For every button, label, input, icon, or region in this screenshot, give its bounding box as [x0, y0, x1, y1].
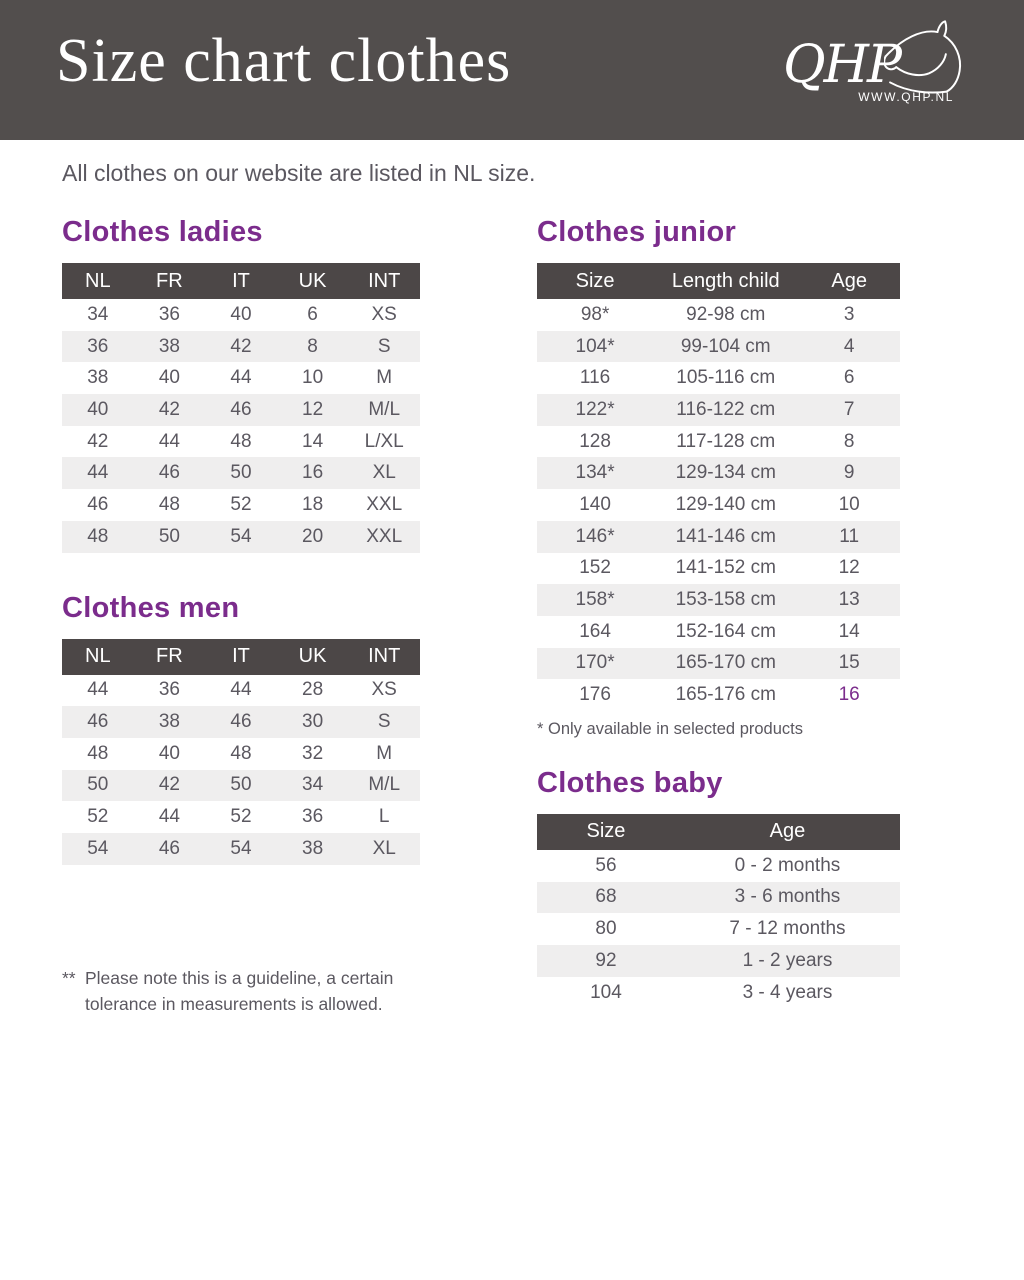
table-cell: 104 [590, 981, 622, 1003]
column-header: Size [537, 263, 653, 299]
table-cell: 8 [843, 430, 855, 452]
men-title: Clothes men [62, 591, 240, 624]
table-cell: 40 [87, 398, 109, 420]
table-cell: 36 [158, 303, 180, 325]
table-cell: 6 [843, 367, 855, 389]
table-row [62, 457, 420, 489]
table-cell: 105-116 cm [676, 367, 776, 389]
table-row [537, 977, 900, 1009]
table-cell: 52 [87, 806, 109, 828]
table-cell: 68 [595, 886, 617, 908]
table-cell: 16 [838, 684, 860, 706]
table-cell: 50 [230, 462, 252, 484]
table-row [537, 584, 900, 616]
table-cell: 48 [158, 493, 180, 515]
table-cell: 20 [302, 525, 324, 547]
column-header: UK [277, 639, 349, 675]
table-cell: 129-140 cm [675, 493, 776, 515]
table-cell: 46 [230, 398, 252, 420]
table-row [537, 394, 900, 426]
ladies-title: Clothes ladies [62, 216, 263, 248]
column-header: IT [205, 263, 277, 299]
column-header: FR [134, 639, 206, 675]
table-cell: 38 [87, 367, 109, 389]
table-cell: 10 [838, 493, 860, 515]
table-cell: 52 [230, 493, 252, 515]
table-cell: L [378, 806, 390, 828]
table-cell: 50 [230, 774, 252, 796]
table-cell: M/L [368, 774, 401, 796]
table-cell: 36 [302, 806, 324, 828]
table-row [537, 945, 900, 977]
table-cell: 4 [843, 335, 855, 357]
table-cell: 80 [595, 918, 617, 940]
table-cell: 170* [575, 652, 615, 674]
table-header-row [537, 263, 900, 299]
table-cell: 141-152 cm [675, 557, 776, 579]
table-cell: 42 [230, 335, 252, 357]
qhp-logo-text: QHP [783, 34, 900, 95]
table-cell: 164 [579, 620, 611, 642]
table-row [537, 850, 900, 882]
table-cell: 7 - 12 months [729, 918, 846, 940]
table-cell: 12 [838, 557, 860, 579]
table-row [62, 362, 420, 394]
men-table [62, 639, 420, 865]
intro-text: All clothes on our website are listed in NL size. [62, 160, 536, 186]
table-cell: 38 [158, 335, 180, 357]
table-cell: 116-122 cm [676, 398, 776, 420]
table-cell: 42 [158, 774, 180, 796]
table-row [537, 648, 900, 680]
table-cell: L/XL [364, 430, 404, 452]
table-cell: 14 [302, 430, 324, 452]
table-cell: 40 [230, 303, 252, 325]
table-cell: 46 [230, 711, 252, 733]
table-cell: M [376, 742, 393, 764]
table-cell: 44 [230, 367, 252, 389]
table-cell: 40 [158, 367, 180, 389]
column-header: Size [537, 814, 675, 850]
table-cell: 46 [87, 493, 109, 515]
table-cell: 11 [839, 525, 860, 547]
table-cell: 46 [158, 462, 180, 484]
column-header: INT [348, 639, 420, 675]
table-cell: 9 [843, 462, 855, 484]
table-row [62, 833, 420, 865]
table-cell: 7 [843, 398, 855, 420]
table-cell: 176 [579, 684, 611, 706]
table-row [62, 394, 420, 426]
table-cell: S [377, 711, 391, 733]
table-cell: 52 [230, 806, 252, 828]
table-cell: XS [371, 303, 397, 325]
junior-title: Clothes junior [537, 216, 737, 248]
column-header: UK [277, 263, 349, 299]
table-cell: XS [371, 679, 397, 701]
table-cell: 10 [302, 367, 324, 389]
table-cell: 141-146 cm [675, 525, 776, 547]
table-cell: 48 [87, 525, 109, 547]
column-header: INT [348, 263, 420, 299]
column-header: Age [675, 814, 900, 850]
table-header-row [537, 814, 900, 850]
table-row [537, 426, 900, 458]
table-cell: 42 [87, 430, 109, 452]
left-column [62, 215, 420, 1017]
junior-table [537, 263, 900, 711]
table-cell: 40 [158, 742, 180, 764]
table-row [537, 679, 900, 711]
table-cell: 128 [579, 430, 611, 452]
table-cell: 34 [87, 303, 109, 325]
table-cell: 6 [307, 303, 318, 325]
table-cell: 129-134 cm [675, 462, 776, 484]
column-header: Length child [653, 263, 798, 299]
qhp-logo [768, 18, 968, 104]
table-cell: 158* [575, 589, 615, 611]
table-cell: 38 [158, 711, 180, 733]
baby-table [537, 814, 900, 1008]
section-men [62, 591, 420, 865]
table-row [62, 426, 420, 458]
table-cell: 140 [579, 493, 611, 515]
horse-head-icon [884, 18, 968, 98]
table-cell: 54 [230, 525, 252, 547]
table-cell: XL [372, 462, 396, 484]
table-cell: 48 [87, 742, 109, 764]
column-header: Age [798, 263, 900, 299]
table-cell: XXL [366, 525, 403, 547]
ladies-table [62, 263, 420, 553]
page-title: Size chart clothes [56, 27, 512, 95]
table-header-row [62, 639, 420, 675]
right-column [537, 215, 900, 1008]
table-cell: XXL [366, 493, 403, 515]
table-cell: 36 [158, 679, 180, 701]
table-cell: 54 [87, 837, 109, 859]
table-cell: 50 [158, 525, 180, 547]
table-cell: 30 [302, 711, 324, 733]
column-header: FR [134, 263, 206, 299]
table-row [62, 675, 420, 707]
table-row [537, 553, 900, 585]
table-row [537, 362, 900, 394]
table-cell: 3 [843, 303, 855, 325]
table-header-row [62, 263, 420, 299]
table-row [537, 299, 900, 331]
table-cell: 42 [158, 398, 180, 420]
table-cell: 18 [302, 493, 324, 515]
table-row [62, 299, 420, 331]
table-row [62, 489, 420, 521]
header-bar [0, 0, 1024, 140]
qhp-logo-url: WWW.QHP.NL [858, 90, 954, 104]
table-cell: 44 [158, 430, 180, 452]
column-header: IT [205, 639, 277, 675]
table-row [537, 913, 900, 945]
table-cell: 56 [595, 854, 617, 876]
table-cell: 34 [302, 774, 324, 796]
table-row [537, 882, 900, 914]
table-cell: 15 [838, 652, 860, 674]
table-cell: 28 [302, 679, 324, 701]
table-cell: 3 - 6 months [734, 886, 841, 908]
column-header: NL [62, 639, 134, 675]
table-cell: 104* [575, 335, 615, 357]
table-row [62, 331, 420, 363]
table-cell: 12 [302, 398, 324, 420]
table-cell: 50 [87, 774, 109, 796]
table-cell: 48 [230, 430, 252, 452]
table-row [537, 616, 900, 648]
baby-title: Clothes baby [537, 766, 723, 799]
table-cell: 92 [595, 949, 617, 971]
table-cell: 44 [87, 679, 109, 701]
table-cell: 8 [307, 335, 318, 357]
table-row [62, 521, 420, 553]
table-cell: S [377, 335, 391, 357]
table-cell: 146* [575, 525, 615, 547]
table-row [537, 457, 900, 489]
table-cell: 92-98 cm [686, 303, 766, 325]
table-cell: 38 [302, 837, 324, 859]
table-row [537, 521, 900, 553]
guideline-note [62, 965, 407, 1017]
table-cell: 48 [230, 742, 252, 764]
section-ladies [62, 215, 420, 553]
table-cell: 44 [230, 679, 252, 701]
guideline-note-text: Please note this is a guideline, a certain tolerance in measurements is allowed. [85, 967, 394, 1014]
table-cell: 165-176 cm [675, 684, 776, 706]
table-cell: 46 [87, 711, 109, 733]
table-cell: 152 [579, 557, 611, 579]
table-cell: M/L [368, 398, 401, 420]
table-cell: 99-104 cm [680, 335, 771, 357]
table-cell: 152-164 cm [675, 620, 776, 642]
table-cell: 134* [575, 462, 615, 484]
table-cell: 46 [158, 837, 180, 859]
table-row [537, 331, 900, 363]
table-row [62, 706, 420, 738]
qhp-logo-row [768, 18, 968, 95]
table-cell: XL [372, 837, 396, 859]
table-row [62, 801, 420, 833]
table-cell: 36 [87, 335, 109, 357]
table-cell: 98* [580, 303, 610, 325]
table-cell: 117-128 cm [676, 430, 776, 452]
table-cell: 44 [158, 806, 180, 828]
table-cell: 3 - 4 years [742, 981, 833, 1003]
table-cell: 153-158 cm [675, 589, 776, 611]
table-cell: M [376, 367, 393, 389]
table-row [62, 738, 420, 770]
table-cell: 13 [838, 589, 860, 611]
table-row [537, 489, 900, 521]
table-cell: 1 - 2 years [742, 949, 833, 971]
section-baby [537, 766, 900, 1008]
table-cell: 44 [87, 462, 109, 484]
table-cell: 32 [302, 742, 324, 764]
column-header: NL [62, 263, 134, 299]
section-junior [537, 215, 900, 739]
table-cell: 165-170 cm [675, 652, 776, 674]
table-cell: 0 - 2 months [734, 854, 841, 876]
table-cell: 54 [230, 837, 252, 859]
guideline-note-marker: ** [62, 967, 76, 988]
table-cell: 16 [302, 462, 324, 484]
table-cell: 122* [575, 398, 615, 420]
table-row [62, 770, 420, 802]
table-cell: 14 [838, 620, 860, 642]
table-cell: 116 [579, 367, 611, 389]
junior-footnote: * Only available in selected products [537, 719, 803, 738]
